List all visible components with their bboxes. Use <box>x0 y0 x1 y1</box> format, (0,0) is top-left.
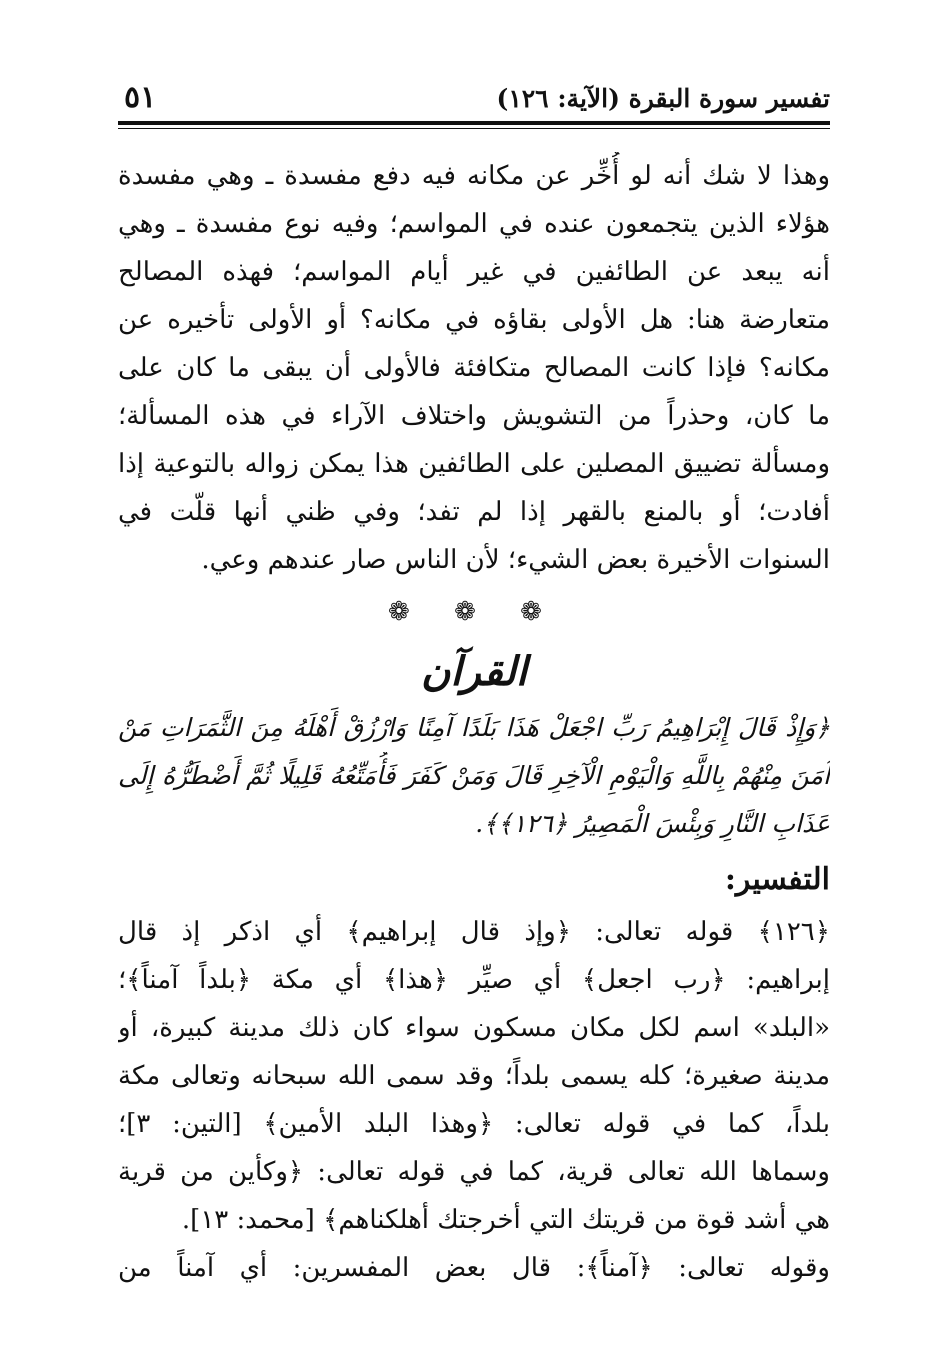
verse-line: آمَنَ مِنْهُمْ بِاللَّهِ وَالْيَوْمِ الْآخِرِ قَالَ وَمَنْ كَفَرَ فَأُمَتِّعُهُ قَلِيلًا ثُمَّ أَضْطَرُّهُ إِلَى <box>118 761 830 790</box>
text-line: أفادت؛ أو بالمنع بالقهر إذا لم تفد؛ وفي ظني أنها قلّت في <box>118 497 830 527</box>
header-rule-thin <box>118 128 830 129</box>
text-line: ومسألة تضييق المصلين على الطائفين هذا يمكن زواله بالتوعية إذا <box>118 449 830 479</box>
text-line: السنوات الأخيرة بعض الشيء؛ لأن الناس صار عندهم وعي. <box>201 545 830 575</box>
page-header <box>118 78 830 118</box>
paragraph-1 <box>118 152 830 584</box>
running-title: تفسير سورة البقرة (الآية: ١٢٦) <box>496 84 830 113</box>
text-line: وقوله تعالى: ﴿آمناً﴾: قال بعض المفسرين: أي آمناً من <box>118 1253 830 1283</box>
text-line: مكانه؟ فإذا كانت المصالح متكافئة فالأولى أن يبقى ما كان على <box>118 353 830 383</box>
text-line: وسماها الله تعالى قرية، كما في قوله تعالى: ﴿وكأين من قرية <box>118 1157 830 1187</box>
text-line: هؤلاء الذين يتجمعون عنده في المواسم؛ وفيه نوع مفسدة ـ وهي <box>118 209 830 239</box>
tafsir-heading: التفسير: <box>724 862 830 897</box>
text-line: متعارضة هنا: هل الأولى بقاؤه في مكانه؟ أو الأولى تأخيره عن <box>118 305 830 335</box>
text-line: ما كان، وحذراً من التشويش واختلاف الآراء في هذه المسألة؛ <box>118 401 830 431</box>
text-line: بلداً، كما في قوله تعالى: ﴿وهذا البلد الأمين﴾ [التين: ٣]؛ <box>118 1109 830 1139</box>
text-line: وهذا لا شك أنه لو أُخِّر عن مكانه فيه دفع مفسدة ـ وهي مفسدة <box>118 161 830 191</box>
verse-line: ﴿وَإِذْ قَالَ إِبْرَاهِيمُ رَبِّ اجْعَلْ هَذَا بَلَدًا آمِنًا وَارْزُقْ أَهْلَهُ مِنَ الثَّمَرَاتِ مَنْ <box>118 713 830 742</box>
page-body <box>118 152 830 1292</box>
text-line: «البلد» اسم لكل مكان مسكون سواء كان ذلك مدينة كبيرة، أو <box>118 1013 830 1043</box>
section-separator-ornament: ❁ ❁ ❁ <box>388 597 560 627</box>
verse-line: عَذَابِ النَّارِ وَبِئْسَ الْمَصِيرُ ﴿١٢٦﴾﴾. <box>475 809 830 838</box>
tafsir-body <box>118 908 830 1292</box>
text-line: أنه يبعد عن الطائفين في غير أيام المواسم؛ فهذه المصالح <box>118 257 830 287</box>
page-number: ٥١ <box>124 80 157 115</box>
text-line: هي أشد قوة من قريتك التي أخرجتك أهلكناهم﴾ [محمد: ١٣]. <box>181 1205 830 1235</box>
quran-heading: القرآن <box>420 648 528 695</box>
text-line: مدينة صغيرة؛ كله يسمى بلداً؛ وقد سمى الله سبحانه وتعالى مكة <box>118 1061 830 1091</box>
header-rule-thick <box>118 121 830 125</box>
text-line: ﴿١٢٦﴾ قوله تعالى: ﴿وإذ قال إبراهيم﴾ أي اذكر إذ قال <box>118 917 830 947</box>
text-line: إبراهيم: ﴿رب اجعل﴾ أي صيِّر ﴿هذا﴾ أي مكة ﴿بلداً آمناً﴾؛ <box>118 965 830 995</box>
quran-verse <box>118 704 830 848</box>
